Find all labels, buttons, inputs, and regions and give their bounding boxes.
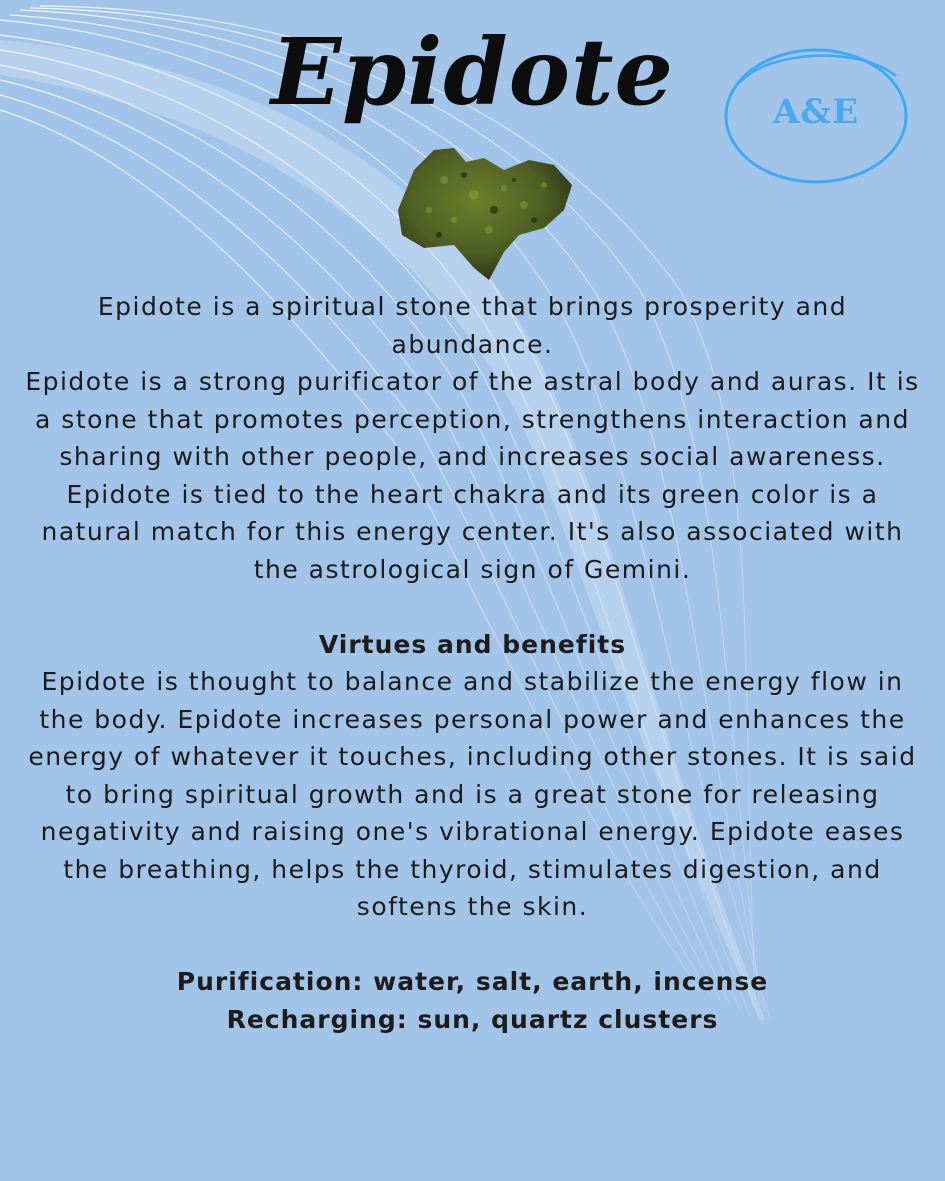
page-title: Epidote [270,18,675,126]
description [20,288,925,1038]
logo-text: A&E [773,92,859,132]
recharging-line: Recharging: sun, quartz clusters [226,1004,719,1034]
virtues-paragraph: Epidote is thought to balance and stabilize the energy flow in the body. Epidote increases personal power and enhances the energy of whatever it touches, including other stones. It is said to bring spiritual growth and is a great stone for releasing negativity and raising one's vibrational energy. Epidote eases the breathing, helps the thyroid, stimulates digestion, and softens the skin. [28,667,917,921]
virtues-heading: Virtues and benefits [318,629,627,659]
purification-line: Purification: water, salt, earth, incense [176,967,769,996]
intro-paragraph-2: Epidote is a strong purificator of the astral body and auras. It is a stone that promotes perception, strengthens interaction and sharing with other people, and increases social awareness. Epidote is tied to the heart chakra and its green color is a natural match for this energy center. It's also associated with the astrological sign of Gemini. [25,367,920,584]
intro-paragraph-1: Epidote is a spiritual stone that brings prosperity and abundance. [97,292,848,359]
epidote-stone-image [394,140,576,286]
